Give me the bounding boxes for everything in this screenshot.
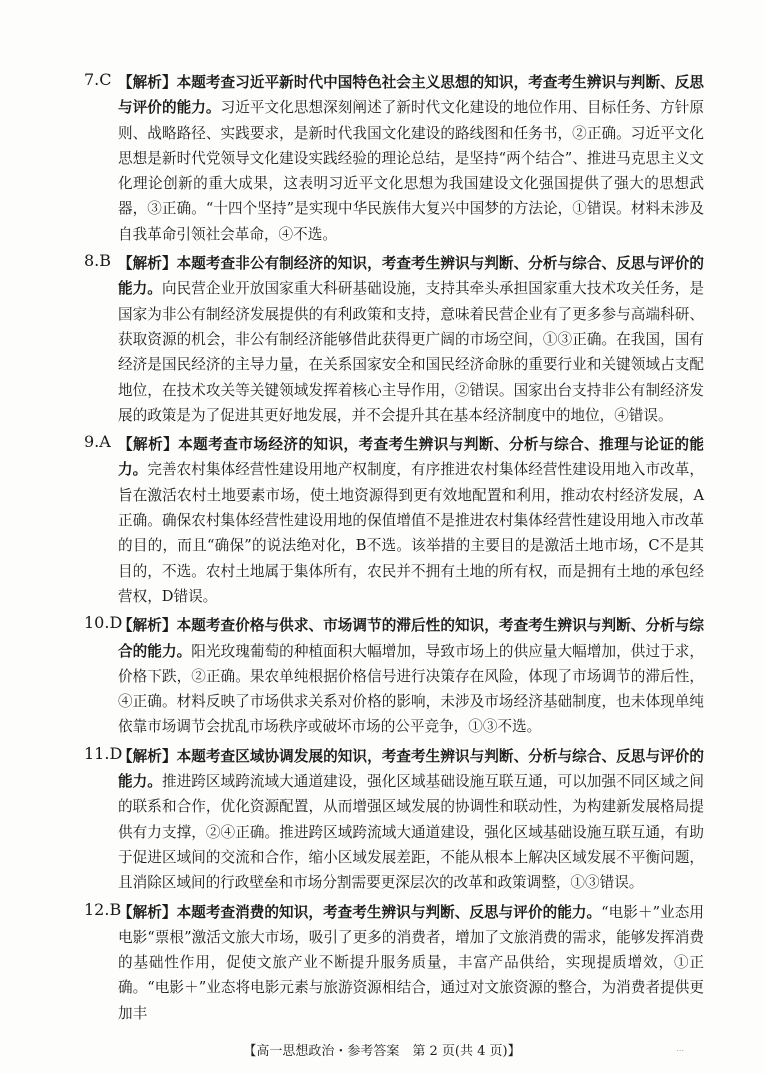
answer-number: 8.B [84,251,112,271]
answer-text [118,70,704,247]
answer-text [118,744,704,896]
analysis-heading: 【解析】本题考查区域协调发展的知识，考查考生辨识与判断、分析与综合、反思与评价的能力。 [118,747,704,791]
page-footer: 【高一思想政治・参考答案 第 2 页(共 4 页)】 [243,1044,521,1059]
answer-text [118,432,704,609]
footer-mark: ... [676,1044,684,1053]
answer-number: 12.B [84,899,122,919]
answer-number: 10.D [84,613,123,633]
answer-entry [84,432,704,609]
answer-entry [84,251,704,428]
answer-list [84,70,704,1030]
analysis-body: 完善农村集体经营性建设用地产权制度，有序推进农村集体经营性建设用地入市改革，旨在激活农村土地要素市场，使土地资源得到更有效地配置和利用，推动农村经济发展，A正确。确保农村集体经营性建设用地的保值增值不是推进农村集体经营性建设用地入市改革的目的，而且“确保”的说法绝对化，B不选。该举措的主要目的是激活土地市场，C不是其目的，不选。农村土地属于集体所有，农民并不拥有土地的所有权，而是拥有土地的承包经营权，D错误。 [118,461,704,605]
answer-entry [84,744,704,896]
answer-text [118,900,704,1026]
analysis-heading: 【解析】本题考查市场经济的知识，考查考生辨识与判断、分析与综合、推理与论证的能力。 [118,436,704,479]
answer-number: 7.C [84,70,112,89]
answer-text [118,613,704,739]
answer-entry [84,613,704,739]
analysis-body: 推进跨区域跨流域大通道建设，强化区域基础设施互联互通，可以加强不同区域之间的联系和合作，优化资源配置，从而增强区域发展的协调性和联动性，为构建新发展格局提供有力支撑，②④正确。推进跨区域跨流域大通道建设，强化区域基础设施互联互通，有助于促进区域间的交流和合作，缩小区域发展差距，不能从根本上解决区域发展不平衡问题，且消除区域间的行政壁垒和市场分割需要更深层次的改革和政策调整，①③错误。 [118,773,704,892]
analysis-body: 习近平文化思想深刻阐述了新时代文化建设的地位作用、目标任务、方针原则、战略路径、实践要求，是新时代我国文化建设的路线图和任务书，②正确。习近平文化思想是新时代党领导文化建设实践经验的理论总结，是坚持“两个结合”、推进马克思主义文化理论创新的重大成果，这表明习近平文化思想为我国建设文化强国提供了强大的思想武器，③正确。“十四个坚持”是实现中华民族伟大复兴中国梦的方法论，①错误。材料未涉及自我革命引领社会革命，④不选。 [118,99,704,243]
analysis-body: 向民营企业开放国家重大科研基础设施，支持其牵头承担国家重大技术攻关任务，是国家为非公有制经济发展提供的有利政策和支持，意味着民营企业有了更多参与高端科研、获取资源的机会，非公有制经济能够借此获得更广阔的市场空间，①③正确。在我国，国有经济是国民经济的主导力量，在关系国家安全和国民经济命脉的重要行业和关键领域占支配地位，在技术攻关等关键领域发挥着核心主导作用，②错误。国家出台支持非公有制经济发展的政策是为了促进其更好地发展，并不会提升其在基本经济制度中的地位，④错误。 [118,280,704,424]
analysis-body: “电影＋”业态用电影“票根”激活文旅大市场，吸引了更多的消费者，增加了文旅消费的需求，能够发挥消费的基础性作用，促使文旅产业不断提升服务质量，丰富产品供给，实现提质增效，①正确。“电影＋”业态将电影元素与旅游资源相结合，通过对文旅资源的整合，为消费者提供更加丰 [118,903,704,1022]
analysis-body: 阳光玫瑰葡萄的种植面积大幅增加，导致市场上的供应量大幅增加，供过于求，价格下跌，②正确。果农单纯根据价格信号进行决策存在风险，体现了市场调节的滞后性，④正确。材料反映了市场供求关系对价格的影响，未涉及市场经济基础制度，也未体现单纯依靠市场调节会扰乱市场秩序或破坏市场的公平竞争，①③不选。 [118,642,704,736]
answer-number: 9.A [84,432,111,452]
analysis-heading: 【解析】本题考查价格与供求、市场调节的滞后性的知识，考查考生辨识与判断、分析与综合的能力。 [118,617,704,660]
analysis-heading: 【解析】本题考查消费的知识，考查考生辨识与判断、反思与评价的能力。 [118,903,602,921]
answer-text [118,251,704,428]
analysis-heading: 【解析】本题考查习近平新时代中国特色社会主义思想的知识，考查考生辨识与判断、反思与评价的能力。 [118,74,704,117]
answer-number: 11.D [84,743,123,763]
answer-entry [84,900,704,1026]
answer-entry [84,70,704,247]
analysis-heading: 【解析】本题考查非公有制经济的知识，考查考生辨识与判断、分析与综合、反思与评价的能力。 [118,255,704,298]
